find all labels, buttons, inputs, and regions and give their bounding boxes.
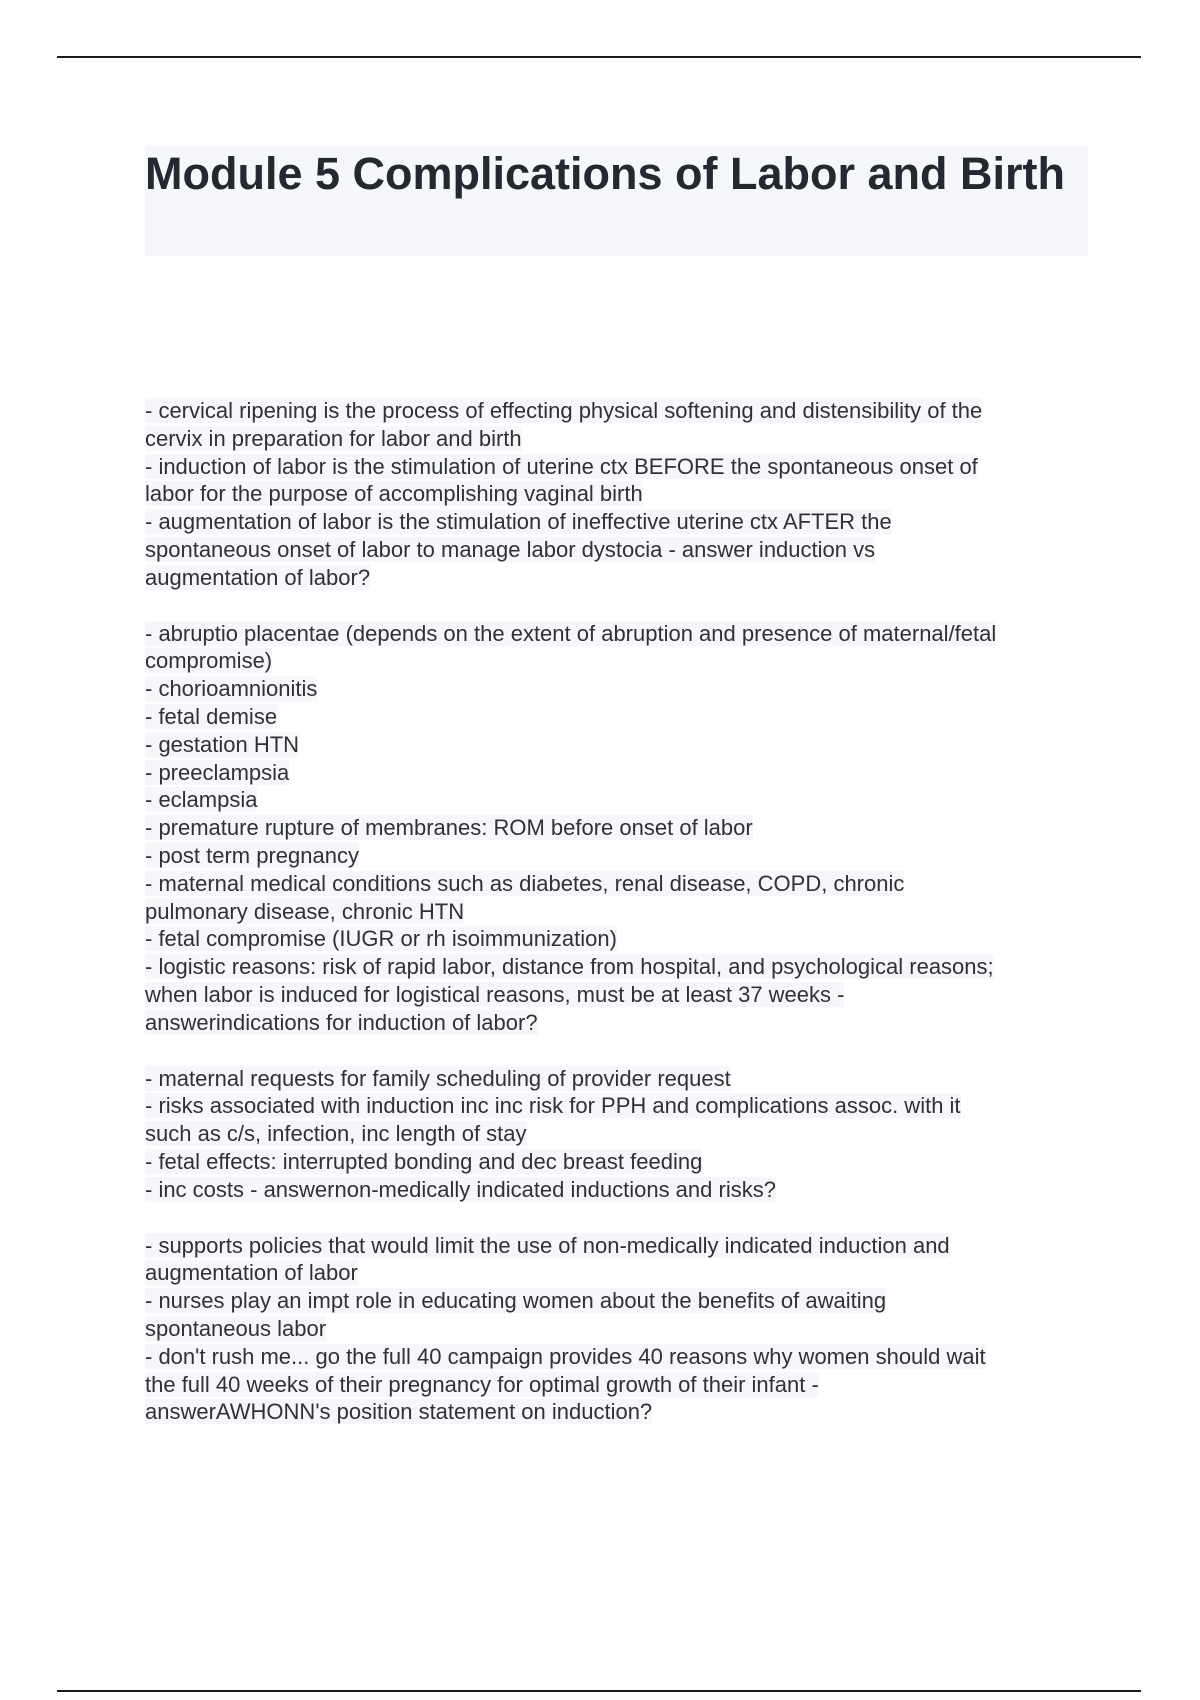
text-line: answerAWHONN's position statement on induction? (145, 1399, 653, 1425)
text-line: - gestation HTN (145, 731, 300, 757)
text-line: pulmonary disease, chronic HTN (145, 898, 465, 924)
text-line: - risks associated with induction inc inc risk for PPH and complications assoc. with it (145, 1093, 961, 1119)
text-line: - abruptio placentae (depends on the extent of abruption and presence of maternal/fetal (145, 620, 997, 646)
text-line: - induction of labor is the stimulation of uterine ctx BEFORE the spontaneous onset of (145, 453, 978, 479)
text-line: augmentation of labor? (145, 564, 371, 590)
flashcard-list (145, 397, 1090, 1454)
text-line: answerindications for induction of labor? (145, 1009, 538, 1035)
flashcard-3 (145, 1065, 1090, 1204)
text-line: - cervical ripening is the process of effecting physical softening and distensibility of the (145, 398, 983, 423)
flashcard-4 (145, 1232, 1090, 1427)
text-line: - inc costs - answernon-medically indicated inductions and risks? (145, 1176, 776, 1202)
text-line: - augmentation of labor is the stimulation of ineffective uterine ctx AFTER the (145, 509, 892, 535)
flashcard-1 (145, 397, 1090, 592)
text-line: - logistic reasons: risk of rapid labor, distance from hospital, and psychological reasons; (145, 954, 994, 980)
text-line: augmentation of labor (145, 1260, 358, 1286)
text-line: such as c/s, infection, inc length of stay (145, 1121, 527, 1147)
title-block (145, 146, 1088, 256)
text-line: compromise) (145, 648, 273, 674)
text-line: - preeclampsia (145, 759, 290, 785)
text-line: - don't rush me... go the full 40 campaign provides 40 reasons why women should wait (145, 1343, 986, 1369)
text-line: spontaneous onset of labor to manage labor dystocia - answer induction vs (145, 536, 876, 562)
text-line: spontaneous labor (145, 1315, 327, 1341)
flashcard-2 (145, 620, 1090, 1037)
text-line: when labor is induced for logistical reasons, must be at least 37 weeks - (145, 981, 845, 1007)
text-line: - premature rupture of membranes: ROM before onset of labor (145, 815, 753, 841)
text-line: labor for the purpose of accomplishing vaginal birth (145, 481, 643, 507)
text-line: - supports policies that would limit the use of non-medically indicated induction and (145, 1232, 950, 1258)
text-line: - nurses play an impt role in educating women about the benefits of awaiting (145, 1288, 887, 1314)
top-divider (57, 56, 1141, 58)
bottom-divider (57, 1690, 1141, 1692)
text-line: - maternal medical conditions such as diabetes, renal disease, COPD, chronic (145, 870, 905, 896)
text-line: - eclampsia (145, 787, 258, 813)
text-line: - fetal effects: interrupted bonding and dec breast feeding (145, 1148, 703, 1174)
text-line: - post term pregnancy (145, 842, 359, 868)
text-line: - maternal requests for family scheduling of provider request (145, 1065, 731, 1091)
text-line: the full 40 weeks of their pregnancy for optimal growth of their infant - (145, 1371, 819, 1397)
page-title: Module 5 Complications of Labor and Birth (145, 148, 1066, 199)
text-line: - fetal compromise (IUGR or rh isoimmunization) (145, 926, 617, 952)
text-line: - fetal demise (145, 703, 278, 729)
text-line: - chorioamnionitis (145, 676, 318, 702)
text-line: cervix in preparation for labor and birth (145, 425, 522, 451)
